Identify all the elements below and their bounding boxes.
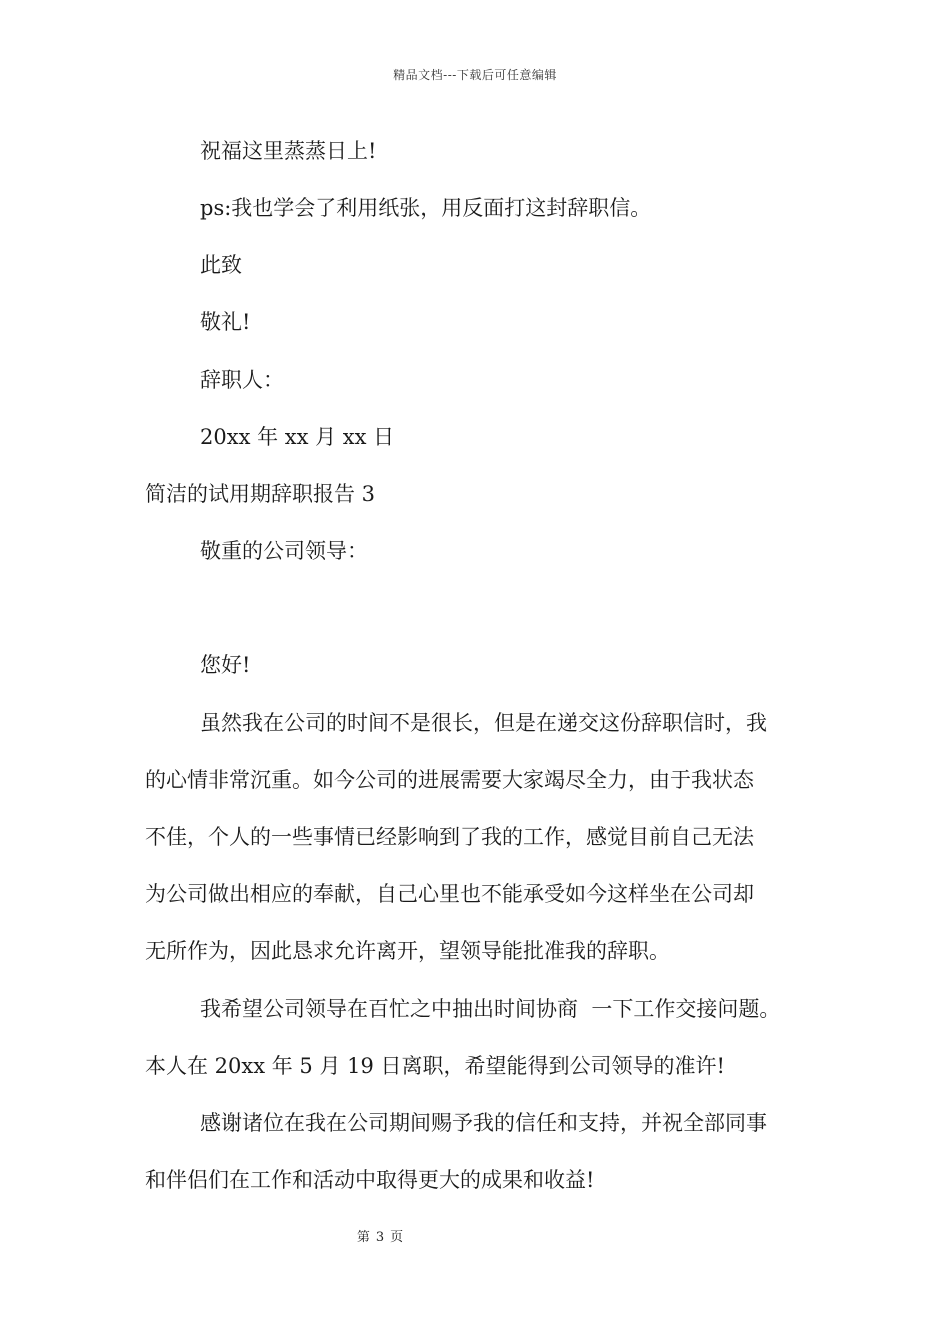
page-number: 3 xyxy=(375,1230,385,1245)
text-line: 不佳，个人的一些事情已经影响到了我的工作，感觉目前自己无法 xyxy=(145,825,754,849)
text-line: 无所作为，因此恳求允许离开，望领导能批准我的辞职。 xyxy=(145,939,670,963)
text-line: 敬礼! xyxy=(200,310,251,334)
text-line: 和伴侣们在工作和活动中取得更大的成果和收益! xyxy=(145,1168,595,1192)
text-line: 的心情非常沉重。如今公司的进展需要大家竭尽全力，由于我状态 xyxy=(145,768,754,792)
text-line: ps:我也学会了利用纸张，用反面打这封辞职信。 xyxy=(200,196,652,220)
text-line: 感谢诸位在我在公司期间赐予我的信任和支持，并祝全部同事 xyxy=(200,1111,767,1135)
salutation: 敬重的公司领导： xyxy=(200,539,368,563)
page-footer xyxy=(0,1226,760,1245)
text-line: 20xx 年 xx 月 xx 日 xyxy=(200,425,395,449)
page-prefix: 第 xyxy=(356,1230,370,1245)
text-line: 本人在 20xx 年 5 月 19 日离职，希望能得到公司领导的准许! xyxy=(145,1054,725,1078)
greeting: 您好! xyxy=(200,653,251,677)
page-suffix: 页 xyxy=(390,1230,404,1245)
text-line: 为公司做出相应的奉献，自己心里也不能承受如今这样坐在公司却 xyxy=(145,882,754,906)
text-line: 辞职人： xyxy=(200,368,284,392)
text-line: 此致 xyxy=(200,253,242,277)
section-heading: 简洁的试用期辞职报告 3 xyxy=(145,482,376,506)
text-line: 虽然我在公司的时间不是很长，但是在递交这份辞职信时，我 xyxy=(200,711,767,735)
text-line: 我希望公司领导在百忙之中抽出时间协商 一下工作交接问题。 xyxy=(200,997,781,1021)
page-header: 精品文档---下载后可任意编辑 xyxy=(393,68,557,82)
text-line: 祝福这里蒸蒸日上! xyxy=(200,139,377,163)
